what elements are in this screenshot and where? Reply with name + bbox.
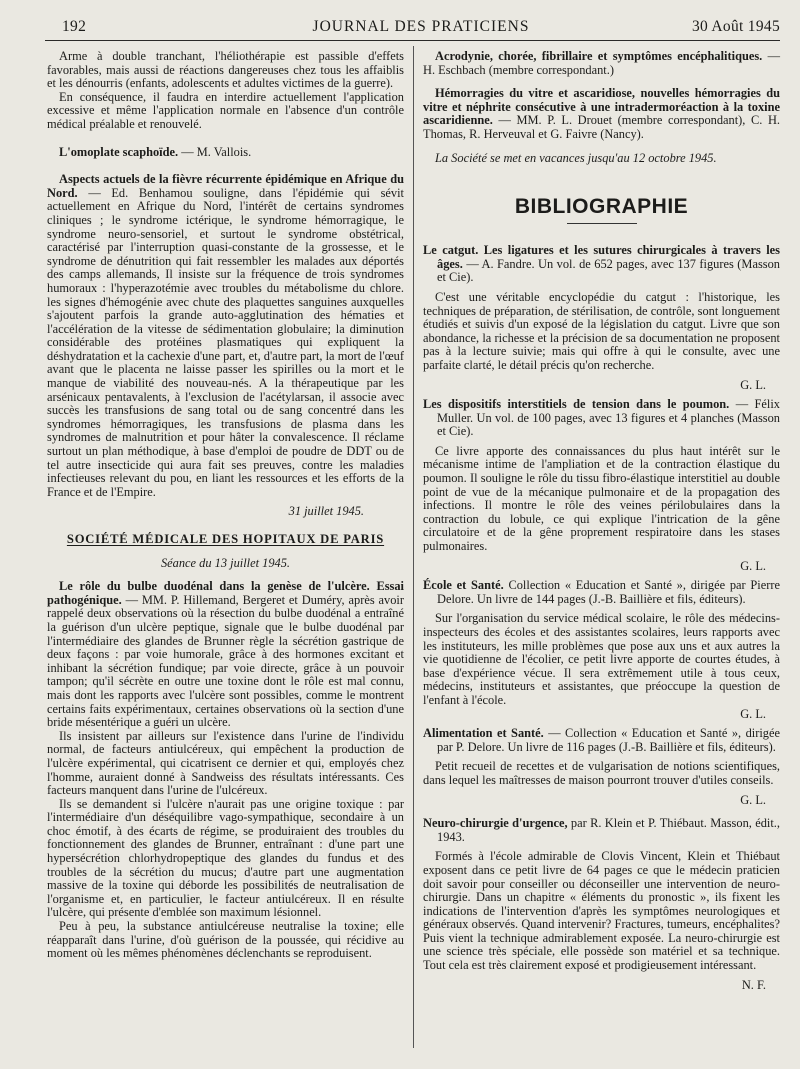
article-hemorragies: [423, 87, 780, 141]
header-rule: [45, 40, 780, 41]
article-body: — MM. P. L. Drouet (membre correspondant), C. H. Thomas, R. Herveuval et G. Faivre (Nancy).: [423, 113, 780, 141]
journal-title: JOURNAL DES PRATICIENS: [312, 18, 530, 35]
left-column: [47, 50, 404, 961]
reviewer-initials: N. F.: [741, 977, 766, 992]
paragraph: Peu à peu, la substance antiulcéreuse neutralise la toxine; elle réapparaît dans l'urine, d'où guérison de la poussée, qui récidive au moment où les mêmes phénomènes déclenchants se reproduisent.: [47, 919, 404, 961]
article-acrodynie: [423, 50, 780, 77]
book-title: École et Santé.: [423, 578, 504, 593]
article-body: — H. Eschbach (membre correspondant.): [423, 49, 780, 77]
article-title: Acrodynie, chorée, fibrillaire et symptômes encéphalitiques.: [435, 49, 763, 63]
book-review: Petit recueil de recettes et de vulgarisation de notions scientifiques, dans lequel les maîtresses de maison pourront trouver d'utiles conseils.: [423, 759, 780, 787]
reviewer-initials: G. L.: [740, 558, 766, 573]
page-number: 192: [62, 18, 87, 35]
paragraph: Ils se demandent si l'ulcère n'aurait pas une origine toxique : par l'intermédiaire d'un déséquilibre vago-sympathique, secondaire à un choc émotif, à des écarts de régime, se produiraient des troubles du fonctionnement des glandes de Brunner, entraînant : d'une part une hypersécrétion chlorhydropeptique des glandes du fundus et des troubles de la sécrétion du mucus; d'autre part une augmentation massive de la toxine qui déborde les possibilités de neutralisation de l'organisme et, en particulier, le facteur antiulcéreux. Il en résulte l'ulcère, qui présente d'emblée son maximum lésionnel.: [47, 796, 404, 920]
paragraph: Arme à double tranchant, l'héliothérapie est passible d'effets favorables, mais aussi de réactions dangereuses chez tous les affaiblis et les dénourris (enfants, adolescents et adultes victimes de la guerre).: [47, 49, 404, 91]
article-aspects: [47, 173, 404, 499]
book-info: par R. Klein et P. Thiébaut. Masson, édit., 1943.: [437, 816, 780, 844]
article-author: — M. Vallois.: [181, 144, 252, 159]
book-catgut: [423, 244, 780, 285]
society-heading: SOCIÉTÉ MÉDICALE DES HOPITAUX DE PARIS: [66, 532, 385, 546]
article-body: — MM. P. Hillemand, Bergeret et Duméry, après avoir rappelé deux observations où la résection du bulbe duodénal a entraîné la guérison d'un ulcère peptique, signale que le bulbe duodénal par l'intermédiaire des glandes de Brunner règle la sécrétion gastrique de deux façons : par voie humorale, grâce à des hormones excitant et inhibant la sécrétion fundique; par voie directe, grâce à un pouvoir tampon; qu'il sécrète en outre une toxine dont le rôle est mal connu, mais dont les rapports avec l'ulcère sont possibles, comme le montrent certains faits expérimentaux, certaines observations où la section d'une bride mésentérique a guéri un ulcère.: [47, 592, 404, 730]
book-title: Neuro-chirurgie d'urgence,: [423, 816, 568, 831]
reviewer-initials: G. L.: [740, 377, 766, 392]
issue-date: 30 Août 1945: [692, 18, 780, 35]
page-header: [62, 14, 780, 40]
article-title: Le rôle du bulbe duodénal dans la genèse de l'ulcère. Essai pathogénique.: [47, 579, 404, 607]
book-review: Sur l'organisation du service médical scolaire, le rôle des médecins-inspecteurs des écoles et des assistantes scolaires, leurs rapports avec les instituteurs, les mille problèmes que pose aux uns et aux autres la vie quotidienne de l'écolier, ce petit livre apporte de courtes études, à base d'expérience vécue. Il sera extrêmement utile à tous ceux, médecins, instituteurs et assistantes, que préoccupe la question de l'enfant à l'école.: [423, 611, 780, 707]
article-title: Hémorragies du vitre et ascaridiose, nouvelles hémorragies du vitre et néphrite consécutive à une intradermoréaction à la toxine ascaridienne.: [423, 86, 780, 128]
book-alimentation: [423, 727, 780, 754]
paragraph: En conséquence, il faudra en interdire actuellement l'application excessive et même l'application normale en l'absence d'un contrôle médical préalable et renouvelé.: [47, 89, 404, 131]
article-omoplate: [47, 146, 404, 160]
right-column: [423, 50, 780, 992]
book-title: Les dispositifs interstitiels de tension dans le poumon.: [423, 397, 730, 412]
book-info: — Collection « Education et Santé », dirigée par P. Delore. Un livre de 116 pages (J.-B. Baillière et fils, éditeurs).: [437, 726, 780, 754]
article-body: — Ed. Benhamou souligne, dans l'épidémie qui sévit actuellement en Afrique du Nord, l'intérêt de certains syndromes cliniques ; le syndrome ictérique, le syndrome hémorragique, le syndrome neuro-sensoriel, et surtout le syndrome obstétrical, caractérisé par l'interruption quasi-constante de la grossesse, et le syndrome de dénutrition qui fait ressembler les malades aux déportés des camps allemands, Il insiste sur la fréquence de trois syndromes humoraux : l'hyperazotémie avec troubles du métabolisme du chlore. les signes d'hémogénie avec chute des plaquettes sanguines auxquelles s'ajoutent parfois la grande auto-agglutination des hématies et l'accélération de la vitesse de sédimentation globulaire; la diminution considérable des protéines plasmatiques qui expliquent la déshydratation et la cachexie d'une part, et, d'autre part, la mort de l'œuf avant que le placenta ne laisse passer les spirilles ou la mort et le manque de viabilité des nouveau-nés. A la thérapeutique par les arsénicaux pentavalents, à l'exclusion de l'acétylarsan, il associe avec succès les transfusions de sang total ou de sang concentré dans les syndromes hémorragiques, les transfusions de plasma dans les syndromes de malnutrition et pour hâter la convalescence. Il réclame surtout un plan méthodique, à base d'emploi de poudre de DDT ou de tel autre insecticide qui aura fait ses preuves, contre les maladies infectieuses relevant du pou, en liant les ressources et les efforts de la France et de l'Empire.: [47, 185, 404, 499]
book-info: — Félix Muller. Un vol. de 100 pages, avec 13 figures et 4 planches (Masson et Cie).: [437, 397, 780, 439]
paragraph: Ils insistent par ailleurs sur l'existence dans l'urine de l'individu normal, de facteurs antiulcéreux, qui empêchent la production de l'ulcère expérimental, qui cicatrisent ce dernier et qui, employés chez l'homme, auraient donné à Sandweiss des résultats intéressants. Ces facteurs manquent dans l'urine de l'ulcéreux.: [47, 728, 404, 798]
book-title: Le catgut. Les ligatures et les sutures chirurgicales à travers les âges.: [423, 243, 780, 271]
book-neurochirurgie: [423, 817, 780, 844]
vacation-notice: La Société se met en vacances jusqu'au 12 octobre 1945.: [435, 150, 717, 165]
article-title: Aspects actuels de la fièvre récurrente épidémique en Afrique du Nord.: [47, 172, 404, 200]
book-info: Collection « Education et Santé », dirigée par Pierre Delore. Un livre de 144 pages (J.-B. Baillière et fils, éditeurs).: [437, 578, 780, 606]
article-title: L'omoplate scaphoïde.: [59, 144, 179, 159]
book-ecole: [423, 579, 780, 606]
article-bulbe: [47, 580, 404, 730]
book-dispositifs: [423, 398, 780, 439]
book-review: Ce livre apporte des connaissances du plus haut intérêt sur le mécanisme intime de l'ampliation et de la contraction élastique du poumon. Il souligne le rôle du tissu fibro-élastique interstitiel au double point de vue de la mécanique pulmonaire et de la propagation des infections. Il montre le rôle des veines périlobulaires dans la contraction du lobule, ce qui explique l'intrication de la gêne circulatoire et de la gêne proprement respiratoire dans les stases pulmonaires.: [423, 443, 780, 554]
session-date: Séance du 13 juillet 1945.: [160, 555, 291, 570]
column-divider: [413, 46, 414, 1048]
book-review: C'est une véritable encyclopédie du catgut : l'historique, les techniques de préparation, de stérilisation, de contrôle, sont longuement étudiés et suivis d'un exposé de la législation du catgut. Livre que son abondance, la richesse et la précision de sa documentation ne proposent pas à la lecture suivie; mais qui offre à qui le consulte, avec une parfaite clarté, le détail précis qu'on recherche.: [423, 289, 780, 372]
book-title: Alimentation et Santé.: [423, 726, 544, 741]
book-info: — A. Fandre. Un vol. de 652 pages, avec 137 figures (Masson et Cie).: [437, 256, 780, 285]
reviewer-initials: G. L.: [740, 706, 766, 721]
signature-date: 31 juillet 1945.: [288, 504, 364, 519]
heading-rule: [567, 223, 637, 224]
bibliography-heading: BIBLIOGRAPHIE: [514, 195, 689, 219]
book-review: Formés à l'école admirable de Clovis Vincent, Klein et Thiébaut exposent dans ce petit livre de 64 pages ce que le médecin praticien doit savoir pour conseiller ou déconseiller une intervention de neuro-chirurgie. Dans un chapitre « éléments du pronostic », ils fixent les indications de l'intervention d'après les symptômes neurologiques et généraux observés. Quand intervenir? Fractures, tumeurs, encéphalites? Puis vient la technique admirablement exposée. La neuro-chirurgie est une science très spéciale, elle possède son matériel et sa technique. Tout cela est très clairement exposé et prodigieusement intéressant.: [423, 849, 780, 973]
reviewer-initials: G. L.: [740, 792, 766, 807]
